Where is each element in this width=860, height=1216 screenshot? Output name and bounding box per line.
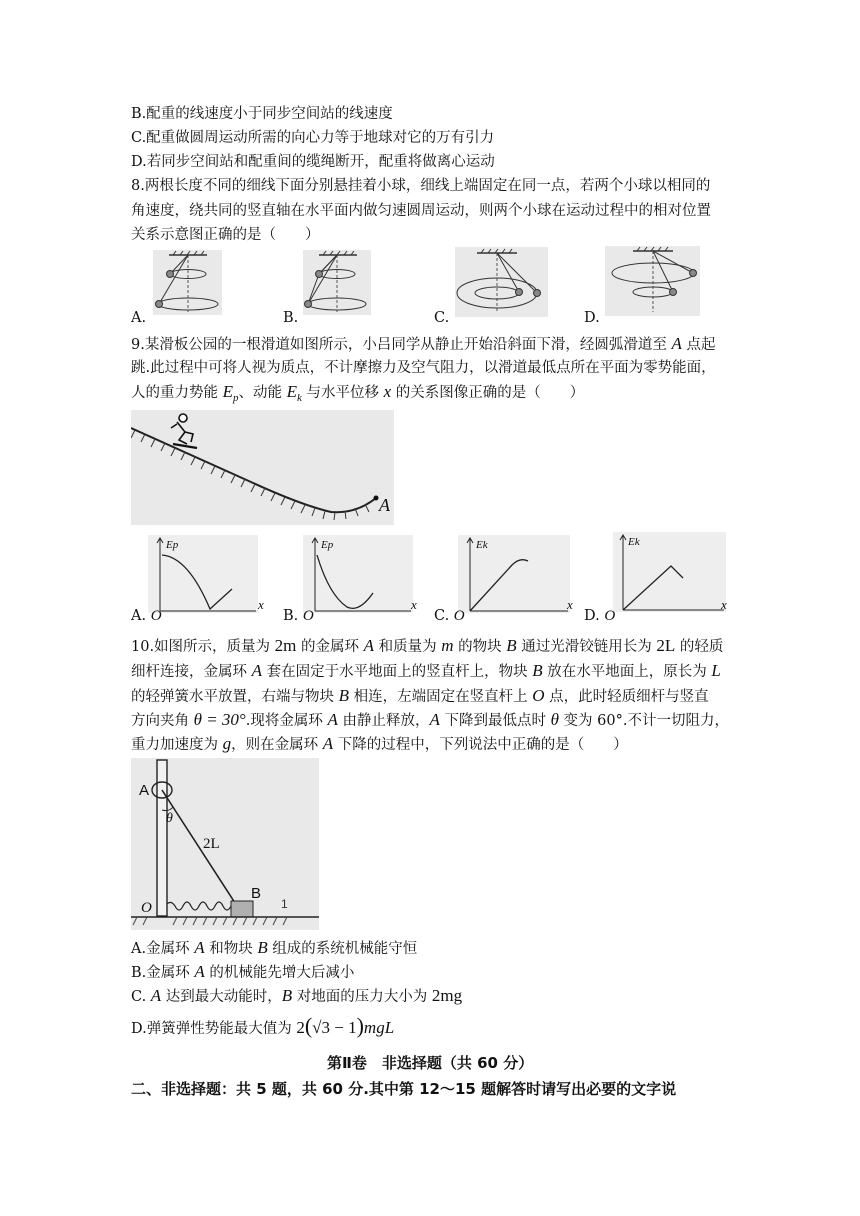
q9-option-c: C. O (434, 608, 465, 624)
q10-figure-mark: 1 (281, 897, 288, 911)
q8-stem-line1: 8.两根长度不同的细线下面分别悬挂着小球，细线上端固定在同一点，若两个小球以相同的 (131, 178, 711, 194)
svg-text:Ep: Ep (321, 539, 334, 551)
q9-option-d: D. O (584, 608, 616, 624)
q10-stem-line3: 的轻弹簧水平放置，右端与物块 B 相连，左端固定在竖直杆上 O 点，此时轻质细杆与竖直 (131, 686, 709, 705)
q9-stem-line3: 人的重力势能 $E_p$、动能 $E_k$ 与水平位移 x 的关系图像正确的是（ ） (131, 382, 585, 404)
q10-figure-label-b: B (251, 885, 262, 902)
q10-figure-label-o: O (141, 900, 152, 916)
q9-graph-a-xlabel: x (258, 597, 264, 612)
q7-option-c: C.配重做圆周运动所需的向心力等于地球对它的万有引力 (131, 130, 495, 146)
q10-option-a: A.金属环 A 和物块 B 组成的系统机械能守恒 (131, 938, 418, 957)
q9-slide-figure (131, 410, 394, 525)
q10-option-b: B.金属环 A 的机械能先增大后减小 (131, 962, 355, 981)
q8-figure-a (153, 250, 222, 315)
q9-option-b: B. O (283, 608, 314, 624)
q10-option-d: D.弹簧弹性势能最大值为 2(√3 − 1)mgL (131, 1013, 395, 1038)
q8-option-d: D. (584, 310, 600, 326)
q9-graph-b (303, 535, 413, 613)
q7-option-d: D.若同步空间站和配重间的缆绳断开，配重将做离心运动 (131, 154, 495, 170)
section-instructions: 二、非选择题：共 5 题，共 60 分.其中第 12～15 题解答时请写出必要的文字说 (131, 1080, 677, 1098)
q8-figure-b (303, 250, 371, 315)
q9-graph-d (613, 532, 726, 612)
svg-text:Ek: Ek (476, 539, 488, 551)
q9-graph-b-xlabel: x (411, 597, 417, 612)
q9-option-a: A. O (131, 608, 162, 624)
q9-stem-line1: 9.某滑板公园的一根滑道如图所示，小吕同学从静止开始沿斜面下滑，经圆弧滑道至 A 点起 (131, 334, 716, 353)
q9-graph-d-xlabel: x (721, 597, 727, 612)
q10-figure-label-theta: θ (166, 811, 173, 826)
q9-graph-c-xlabel: x (567, 597, 573, 612)
q10-figure (131, 758, 319, 930)
q7-option-b: B.配重的线速度小于同步空间站的线速度 (131, 106, 393, 122)
q10-stem-line5: 重力加速度为 g，则在金属环 A 下降的过程中，下列说法中正确的是（ ） (131, 734, 628, 753)
q9-graph-c (458, 535, 570, 613)
q8-stem-line3: 关系示意图正确的是（ ） (131, 227, 320, 243)
q9-figure-point-a: A (379, 495, 390, 515)
q10-stem-line4: 方向夹角 θ = 30°.现将金属环 A 由静止释放，A 下降到最低点时 θ 变为 60°.不计一切阻力， (131, 710, 729, 729)
q8-option-a: A. (131, 310, 147, 326)
q9-graph-a (148, 535, 258, 613)
q8-option-b: B. (283, 310, 299, 326)
q9-stem-line2: 跳.此过程中可将人视为质点，不计摩擦力及空气阻力，以滑道最低点所在平面为零势能面， (131, 360, 716, 376)
section-title: 第Ⅱ卷 非选择题（共 60 分） (327, 1054, 534, 1072)
q8-option-c: C. (434, 310, 450, 326)
q10-stem-line1: 10.如图所示，质量为 2m 的金属环 A 和质量为 m 的物块 B 通过光滑铰链用长为 2L 的轻质 (131, 636, 724, 655)
q10-figure-label-2l: 2L (203, 836, 220, 852)
svg-text:Ek: Ek (628, 536, 640, 548)
q8-figure-c (455, 247, 548, 317)
q10-stem-line2: 细杆连接，金属环 A 套在固定于水平地面上的竖直杆上，物块 B 放在水平地面上，原长为 L (131, 661, 721, 680)
svg-text:Ep: Ep (166, 539, 179, 551)
q8-stem-line2: 角速度，绕共同的竖直轴在水平面内做匀速圆周运动，则两个小球在运动过程中的相对位置 (131, 203, 711, 219)
q10-figure-label-a: A (139, 782, 150, 799)
q8-figure-d (605, 246, 700, 316)
q10-option-c: C. A 达到最大动能时，B 对地面的压力大小为 2mg (131, 986, 463, 1005)
